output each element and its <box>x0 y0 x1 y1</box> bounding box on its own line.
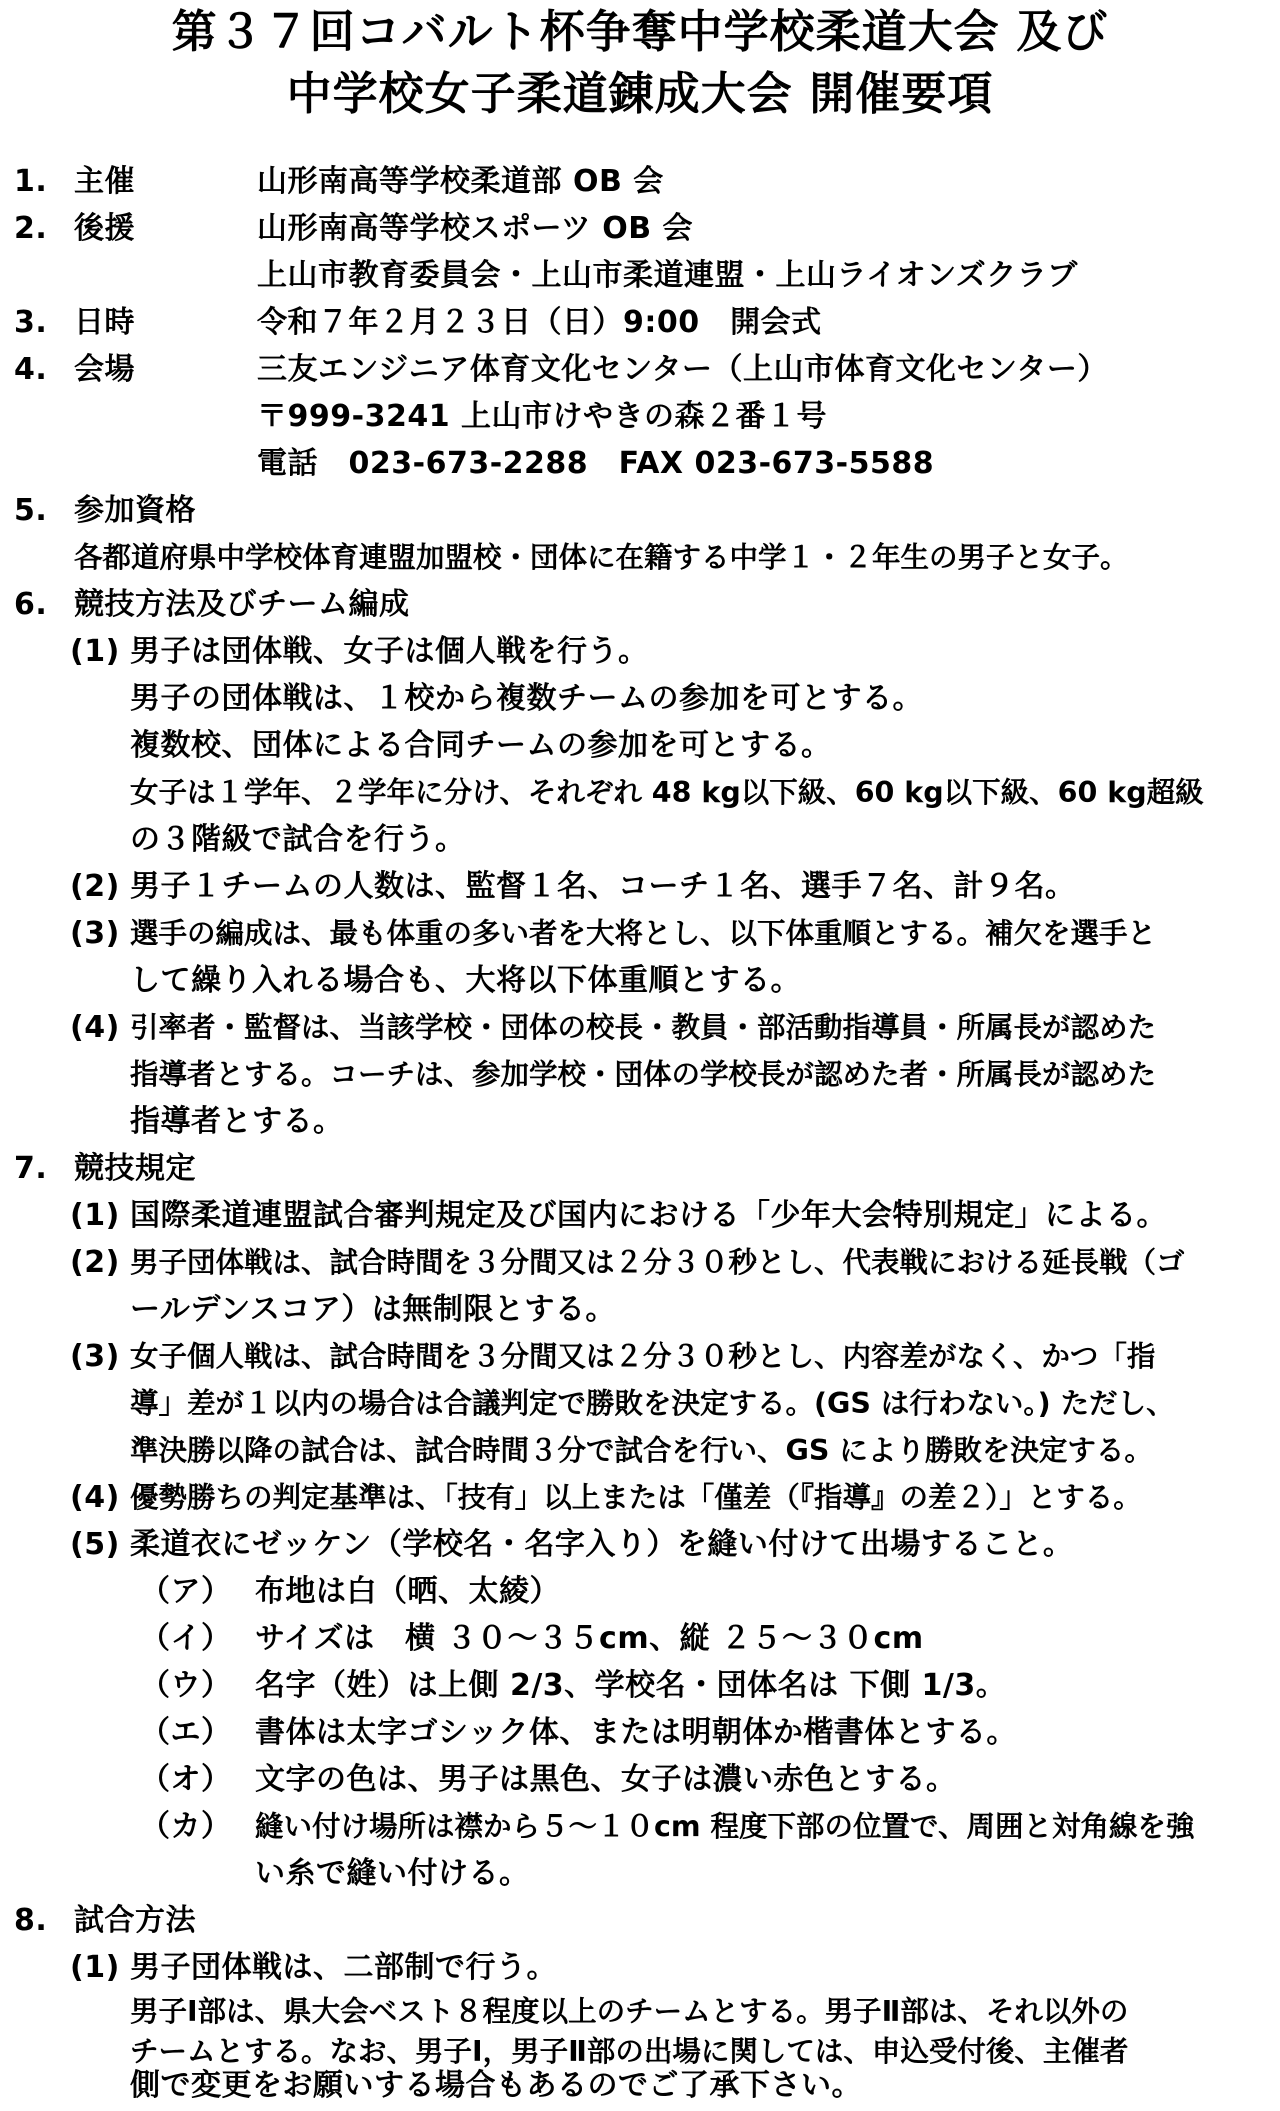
section-6-item-2-line-1: 男子１チームの人数は、監督１名、コーチ１名、選手７名、計９名。 <box>130 869 1076 904</box>
section-6-item-1-line-3: 複数校、団体による合同チームの参加を可とする。 <box>130 728 832 763</box>
sub-item-e-text: 文字の色は、男子は黒色、女子は濃い赤色とする。 <box>255 1762 957 1797</box>
section-7-item-5-number: (5) <box>70 1527 120 1562</box>
sub-item-b-text: サイズは 横 ３０～３５cm、縦 ２５～３０cm <box>255 1621 924 1656</box>
section-8-label: 試合方法 <box>74 1903 196 1938</box>
section-4-venue: 三友エンジニア体育文化センター（上山市体育文化センター） <box>257 352 1108 387</box>
section-6-item-1-line-2: 男子の団体戦は、１校から複数チームの参加を可とする。 <box>130 681 923 716</box>
section-6-item-3-number: (3) <box>70 916 120 951</box>
section-7-item-1-line-1: 国際柔道連盟試合審判規定及び国内における「少年大会特別規定」による。 <box>130 1198 1167 1233</box>
section-4-label: 会場 <box>74 352 135 387</box>
section-4-phone-fax: 電話 023-673-2288 FAX 023-673-5588 <box>257 446 935 481</box>
section-7-item-3-number: (3) <box>70 1339 120 1374</box>
section-1-number: 1. <box>14 164 48 199</box>
section-7-item-2-line-1: 男子団体戦は、試合時間を３分間又は２分３０秒とし、代表戦における延長戦（ゴ <box>130 1246 1185 1279</box>
section-3-label: 日時 <box>74 305 135 340</box>
section-2-value-1: 山形南高等学校スポーツ OB 会 <box>257 211 694 246</box>
section-7-item-3-line-1: 女子個人戦は、試合時間を３分間又は２分３０秒とし、内容差がなく、かつ「指 <box>130 1340 1156 1373</box>
section-6-item-1-number: (1) <box>70 634 120 669</box>
section-7-item-2-number: (2) <box>70 1245 120 1280</box>
section-7-number: 7. <box>14 1151 48 1186</box>
sub-item-d-text: 書体は太字ゴシック体、または明朝体か楷書体とする。 <box>255 1715 1017 1750</box>
section-6-item-4-number: (4) <box>70 1010 120 1045</box>
sub-item-f-line-2: い糸で縫い付ける。 <box>255 1856 530 1891</box>
sub-item-a-text: 布地は白（晒、太綾） <box>255 1574 560 1609</box>
section-7-item-3-line-2: 導」差が１以内の場合は合議判定で勝敗を決定する。(GS は行わない。) ただし、 <box>130 1387 1175 1420</box>
section-7-item-3-line-3: 準決勝以降の試合は、試合時間３分で試合を行い、GS により勝敗を決定する。 <box>130 1434 1153 1467</box>
section-6-item-1-line-1: 男子は団体戦、女子は個人戦を行う。 <box>130 634 649 669</box>
section-7-label: 競技規定 <box>74 1151 196 1186</box>
section-7-item-4-number: (4) <box>70 1480 120 1515</box>
section-7-item-1-number: (1) <box>70 1198 120 1233</box>
section-7-item-5-line-1: 柔道衣にゼッケン（学校名・名字入り）を縫い付けて出場すること。 <box>130 1527 1074 1562</box>
section-1-value: 山形南高等学校柔道部 OB 会 <box>257 164 664 199</box>
section-7-item-4-line-1: 優勢勝ちの判定基準は、「技有」以上または「僅差（『指導』の差２）」とする。 <box>130 1481 1142 1514</box>
sub-item-f-line-1: 縫い付け場所は襟から５～１０cm 程度下部の位置で、周囲と対角線を強 <box>255 1810 1195 1843</box>
section-6-number: 6. <box>14 587 48 622</box>
section-8-item-1-number: (1) <box>70 1950 120 1985</box>
section-6-item-1-line-5: の３階級で試合を行う。 <box>130 822 466 857</box>
section-4-number: 4. <box>14 352 48 387</box>
sub-item-a-marker: （ア） <box>140 1574 232 1609</box>
sub-item-b-marker: （イ） <box>140 1621 232 1656</box>
sub-item-e-marker: （オ） <box>140 1762 232 1797</box>
section-6-item-2-number: (2) <box>70 869 120 904</box>
section-6-item-3-line-2: して繰り入れる場合も、大将以下体重順とする。 <box>130 963 801 998</box>
section-8-item-1-line-1: 男子団体戦は、二部制で行う。 <box>130 1950 557 1985</box>
section-8-item-1-line-3: チームとする。なお、男子Ⅰ，男子Ⅱ部の出場に関しては、申込受付後、主催者 <box>130 2035 1129 2068</box>
section-6-item-3-line-1: 選手の編成は、最も体重の多い者を大将とし、以下体重順とする。補欠を選手と <box>130 917 1157 950</box>
section-2-value-2: 上山市教育委員会・上山市柔道連盟・上山ライオンズクラブ <box>257 258 1078 293</box>
document-title-line1: 第３７回コバルト杯争奪中学校柔道大会 及び <box>171 5 1109 58</box>
section-2-label: 後援 <box>74 211 135 246</box>
section-6-item-4-line-1: 引率者・監督は、当該学校・団体の校長・教員・部活動指導員・所属長が認めた <box>130 1011 1157 1044</box>
section-5-text: 各都道府県中学校体育連盟加盟校・団体に在籍する中学１・２年生の男子と女子。 <box>74 541 1129 574</box>
section-6-item-1-line-4: 女子は１学年、２学年に分け、それぞれ 48 kg以下級、60 kg以下級、60 kg超級 <box>130 776 1204 809</box>
section-7-item-2-line-2: ールデンスコア）は無制限とする。 <box>130 1292 616 1327</box>
sub-item-c-text: 名字（姓）は上側 2/3、学校名・団体名は 下側 1/3。 <box>255 1668 1007 1703</box>
section-1-label: 主催 <box>74 164 135 199</box>
section-5-number: 5. <box>14 493 48 528</box>
sub-item-f-marker: （カ） <box>140 1809 232 1844</box>
section-3-number: 3. <box>14 305 48 340</box>
section-8-number: 8. <box>14 1903 48 1938</box>
section-5-label: 参加資格 <box>74 493 196 528</box>
section-6-item-4-line-2: 指導者とする。コーチは、参加学校・団体の学校長が認めた者・所属長が認めた <box>130 1058 1157 1091</box>
section-3-value: 令和７年２月２３日（日）9:00 開会式 <box>257 305 822 340</box>
section-8-item-1-line-2: 男子Ⅰ部は、県大会ベスト８程度以上のチームとする。男子Ⅱ部は、それ以外の <box>130 1995 1129 2028</box>
document-title-line2: 中学校女子柔道錬成大会 開催要項 <box>286 67 994 120</box>
section-4-address: 〒999-3241 上山市けやきの森２番１号 <box>257 399 828 434</box>
section-6-item-4-line-3: 指導者とする。 <box>130 1104 344 1139</box>
sub-item-d-marker: （エ） <box>140 1715 232 1750</box>
section-6-label: 競技方法及びチーム編成 <box>74 587 410 622</box>
section-8-item-1-line-4: 側で変更をお願いする場合もあるのでご了承下さい。 <box>130 2068 862 2103</box>
sub-item-c-marker: （ウ） <box>140 1668 232 1703</box>
section-2-number: 2. <box>14 211 48 246</box>
